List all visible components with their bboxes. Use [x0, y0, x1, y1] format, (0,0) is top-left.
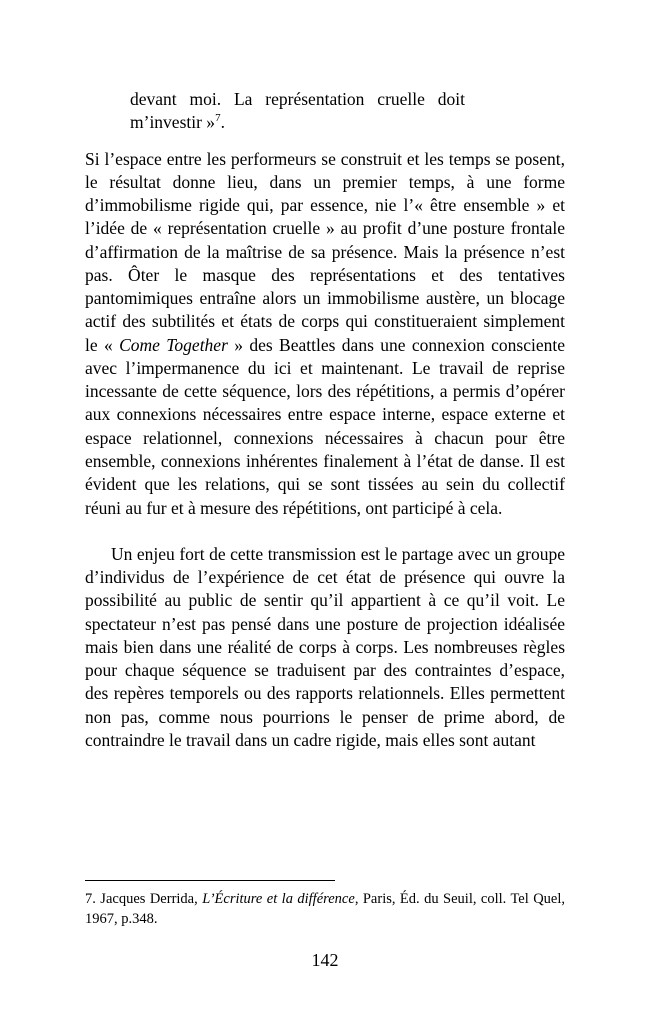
page-number: 142	[311, 950, 339, 970]
paragraph-1	[85, 148, 565, 520]
footnote-area	[85, 880, 565, 929]
footnote	[85, 889, 565, 929]
footnote-reference: 7	[215, 112, 221, 125]
paragraph-1-italic-title: Come Together	[119, 334, 228, 355]
footnote-separator	[85, 880, 335, 881]
paragraph-1-text-cont: » des Beattles dans une connexion consciente avec l’impermanence du ici et maintenant. Le travail de reprise incessante de cette séquence, lors des répétitions, a permis d’opérer aux connexions nécessaires entre espace interne, espace externe et espace relationnel, connexions nécessaires à chacun pour être ensemble, connexions inhérentes finalement à l’état de danse. Il est évident que les relations, qui se sont tissées au sein du collectif réuni au fur et à mesure des répétitions, ont participé à cela.	[85, 334, 565, 518]
quote-text: devant moi. La représentation cruelle doit m’investir »	[130, 89, 465, 133]
block-quote	[130, 88, 465, 135]
quote-period: .	[220, 112, 225, 133]
paragraph-1-text: Si l’espace entre les performeurs se construit et les temps se posent, le résultat donne lieu, dans un premier temps, à une forme d’immobilisme rigide qui, par essence, nie l’« être ensemble » et l’idée de « représentation cruelle » au profit d’une posture frontale d’affirmation de la maîtrise de sa présence. Mais la présence n’est pas. Ôter le masque des représentations et des tentatives pantomimiques entraîne alors un immobilisme austère, un blocage actif des subtilités et états de corps qui constitueraient simplement le «	[85, 148, 565, 355]
footnote-book-title: L’Écriture et la différence	[202, 891, 355, 907]
footnote-text: 7. Jacques Derrida,	[85, 891, 203, 907]
paragraph-2: Un enjeu fort de cette transmission est le partage avec un groupe d’individus de l’expérience de cet état de présence qui ouvre la possibilité au public de sentir qu’il appartient à ce qu’il voit. Le spectateur n’est pas pensé dans une posture de projection idéalisée mais bien dans une réalité de corps à corps. Les nombreuses règles pour chaque séquence se traduisent par des contraintes d’espace, des repères temporels ou des rapports relationnels. Elles permettent non pas, comme nous pourrions le penser de prime abord, de contraindre le travail dans un cadre rigide, mais elles sont autant	[85, 543, 565, 750]
footnote-text-cont: , Paris, Éd. du Seuil, coll. Tel Quel, 1967, p.348.	[85, 891, 565, 927]
